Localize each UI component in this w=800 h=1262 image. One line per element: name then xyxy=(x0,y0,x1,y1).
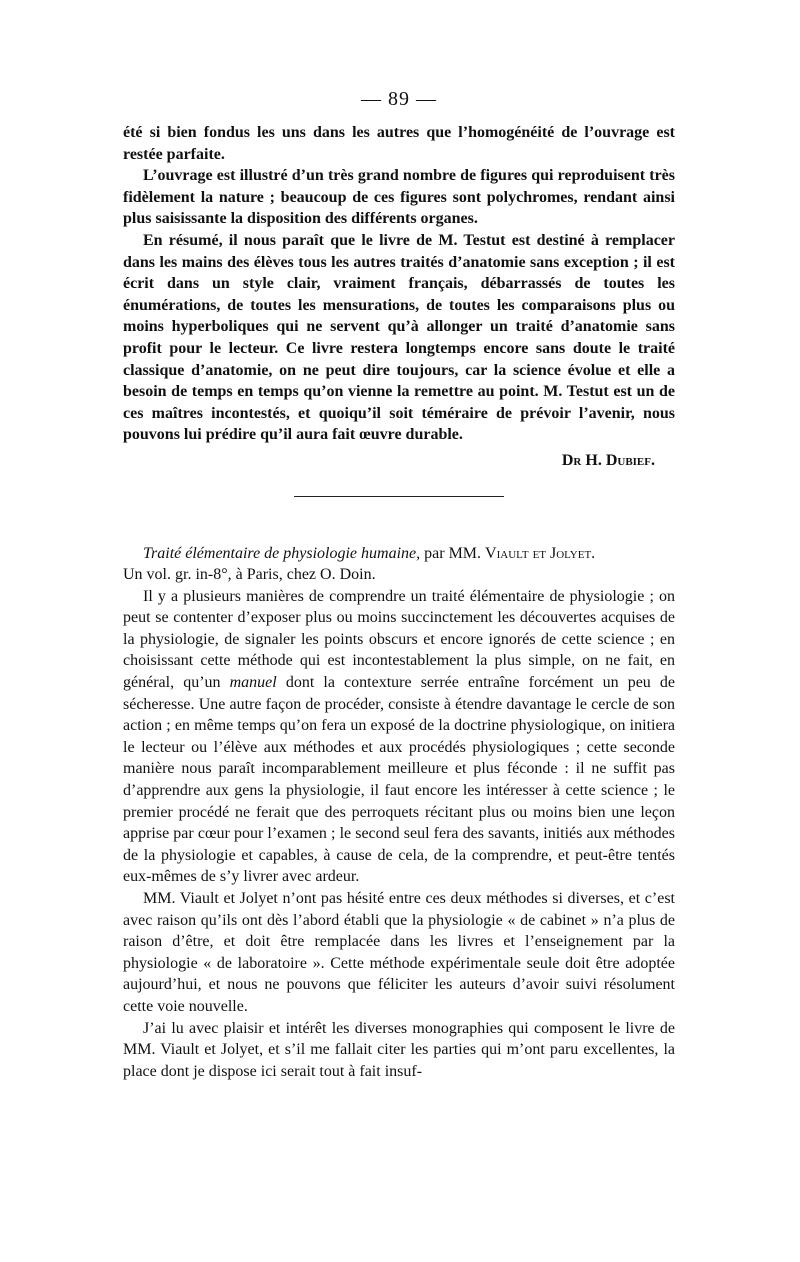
page-number: — 89 — xyxy=(361,88,437,110)
review-paragraph-1-part-b: dont la contexture serrée entraîne forcément un peu de sécheresse. Une autre façon de procéder, consiste à étendre davantage le cercle de son action ; en même temps qu’on fera un exposé de la doctrine physiologique, on initiera le lecteur ou l’élève aux méthodes et aux procédés physiologiques ; cette seconde manière nous paraît incomparablement meilleure et plus féconde : il ne suffit pas d’apprendre aux gens la physiologie, il faut encore les intéresser à cette science ; le premier procédé ne ferait que des perroquets récitant plus ou moins bien une leçon apprise par cœur pour l’examen ; le second seul fera des savants, initiés aux méthodes de la physiologie et capables, à cause de cela, de la comprendre, et peut-être tentés eux-mêmes de s’y livrer avec ardeur. xyxy=(123,674,675,886)
article1-paragraph-3: En résumé, il nous paraît que le livre de M. Testut est destiné à remplacer dans les mains des élèves tous les autres traités d’anatomie sans exception ; il est écrit dans un style clair, vraiment français, débarrassés de toutes les énumérations, de toutes les mensurations, de toutes les comparaisons plus ou moins hyperboliques qui ne servent qu’à allonger un traité d’anatomie sans profit pour le lecteur. Ce livre restera longtemps encore sans doute le traité classique d’anatomie, on ne peut dire toujours, car la science évolue et elle a besoin de temps en temps qu’on vienne la remettre au point. M. Testut est un de ces maîtres incontestés, et quoiqu’il soit téméraire de prévoir l’avenir, nous pouvons lui prédire qu’il aura fait œuvre durable. xyxy=(123,231,675,444)
review-paragraph-3: J’ai lu avec plaisir et intérêt les diverses monographies qui composent le livre de MM. Viault et Jolyet, et s’il me fallait citer les parties qui m’ont paru excellentes, la place dont je dispose ici serait tout à fait insuf- xyxy=(123,1019,675,1080)
review-paragraph-1-emphasis: manuel xyxy=(229,674,277,692)
review-authors: Viault et Jolyet. xyxy=(485,544,596,562)
review-publication: Un vol. gr. in-8°, à Paris, chez O. Doin. xyxy=(123,566,376,584)
article1-signature: Dr H. Dubief. xyxy=(561,451,655,469)
review-paragraph-1-part-a: Il y a plusieurs manières de comprendre un traité élémentaire de physiologie ; on peut se contenter d’exposer plus ou moins succinctement les découvertes acquises de la physiologie, de signaler les points obscurs et encore ignorés de cette science ; en choisissant cette méthode qui est incontestablement la plus simple, on ne fait, en général, qu’un xyxy=(123,587,675,692)
review-title: Traité élémentaire de physiologie humaine, xyxy=(143,544,421,562)
review-by: par MM. xyxy=(420,544,486,562)
review-paragraph-1 xyxy=(123,586,675,888)
article1-paragraph-2: L’ouvrage est illustré d’un très grand nombre de figures qui reproduisent très fidèlement la nature ; beaucoup de ces figures sont polychromes, rendant ainsi plus saisissante la disposition des différents organes. xyxy=(123,167,675,228)
review-heading xyxy=(123,543,675,565)
review-paragraph-2: MM. Viault et Jolyet n’ont pas hésité entre ces deux méthodes si diverses, et c’est avec raison qu’ils ont dès l’abord établi que la physiologie « de cabinet » n’a plus de raison d’être, et doit être remplacée dans les livres et l’enseignement par la physiologie « de laboratoire ». Cette méthode expérimentale seule doit être adoptée aujourd’hui, et nous ne pouvons que féliciter les auteurs d’avoir suivi résolument cette voie nouvelle. xyxy=(123,890,675,1015)
section-divider xyxy=(294,496,504,497)
article1-paragraph-1: été si bien fondus les uns dans les autres que l’homogénéité de l’ouvrage est restée parfaite. xyxy=(123,124,675,163)
document-page xyxy=(123,88,675,1082)
